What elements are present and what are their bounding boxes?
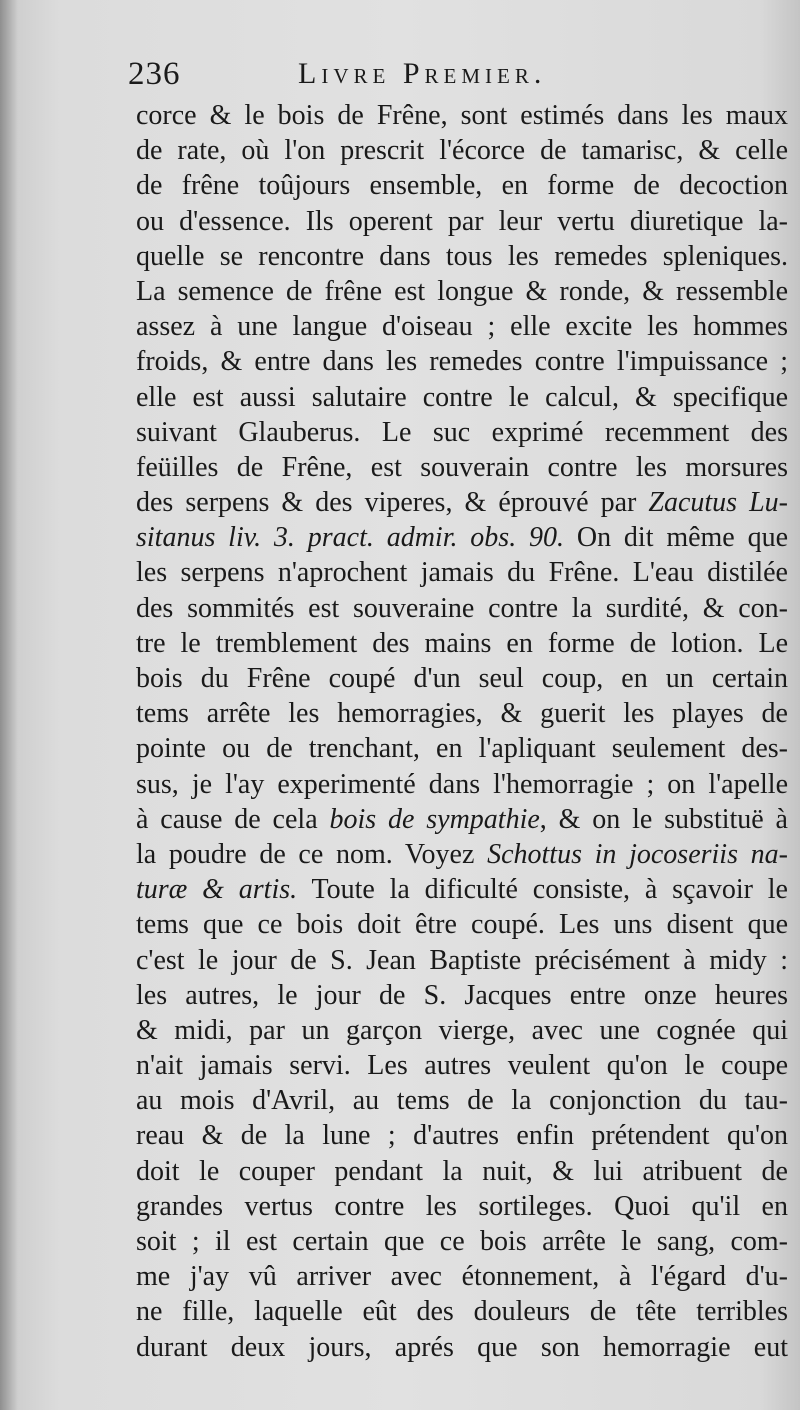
text-line [136, 591, 788, 626]
text-line [136, 626, 788, 661]
text-segment: les serpens n'aprochent jamais du Frêne. L'eau distilée [136, 557, 788, 589]
text-line [136, 168, 788, 203]
text-segment: feüilles de Frêne, est souverain contre les morsures [136, 451, 788, 483]
text-line [136, 133, 788, 168]
text-segment: doit le couper pendant la nuit, & lui atribuent de [136, 1155, 788, 1187]
text-segment: bois du Frêne coupé d'un seul coup, en un certain [136, 663, 788, 694]
body-text [136, 98, 788, 1365]
text-line [136, 1259, 788, 1294]
text-segment: de rate, où l'on prescrit l'écorce de tamarisc, & celle [136, 135, 788, 167]
text-segment: suivant Glauberus. Le suc exprimé recemment des [136, 416, 788, 448]
text-segment: au mois d'Avril, au tems de la conjonction du tau- [136, 1085, 788, 1117]
text-segment: La semence de frêne est longue & ronde, & ressemble [136, 275, 788, 307]
text-line [136, 1013, 788, 1048]
text-line [136, 520, 788, 555]
text-segment: n'ait jamais servi. Les autres veulent qu'on le coupe [136, 1050, 788, 1082]
text-segment: assez à une langue d'oiseau ; elle excite les hommes [136, 311, 788, 343]
italic-text: turæ & artis. [136, 874, 298, 906]
text-segment: ne fille, laquelle eût des douleurs de tête terribles [136, 1296, 788, 1328]
italic-text: Zacutus Lu- [648, 487, 788, 519]
text-line [136, 731, 788, 766]
text-segment: c'est le jour de S. Jean Baptiste précisément à midy : [136, 944, 788, 976]
italic-text: Schottus in jocoseriis na- [487, 838, 788, 870]
text-segment: à cause de cela [136, 803, 330, 835]
text-segment: sus, je l'ay experimenté dans l'hemorragie ; on l'apelle [136, 768, 788, 800]
text-line [136, 1189, 788, 1224]
text-segment: ou d'essence. Ils operent par leur vertu diuretique la- [136, 205, 788, 237]
text-segment: des sommités est souveraine contre la surdité, & con- [136, 592, 788, 624]
text-line [136, 555, 788, 590]
text-segment: la poudre de ce nom. Voyez [136, 838, 488, 870]
text-line [136, 1118, 788, 1153]
text-segment: reau & de la lune ; d'autres enfin prétendent qu'on [136, 1120, 788, 1152]
text-line [136, 802, 788, 837]
text-segment: tems que ce bois doit être coupé. Les uns disent que [136, 909, 788, 941]
page-header [128, 52, 628, 96]
text-line [136, 239, 788, 274]
text-line [136, 661, 788, 696]
page-number: 236 [128, 56, 181, 92]
text-line [136, 767, 788, 802]
text-line [136, 907, 788, 942]
text-line [136, 872, 788, 907]
text-line [136, 485, 788, 520]
text-segment: corce & le bois de Frêne, sont estimés dans les maux [136, 100, 788, 131]
text-line [136, 1224, 788, 1259]
text-line [136, 450, 788, 485]
italic-text: sitanus liv. 3. pract. admir. obs. 90. [136, 522, 565, 554]
text-line [136, 1048, 788, 1083]
text-segment: tems arrête les hemorragies, & guerit les playes de [136, 698, 788, 730]
text-segment: quelle se rencontre dans tous les remedes spleniques. [136, 240, 788, 272]
text-line [136, 380, 788, 415]
text-segment: des serpens & des viperes, & éprouvé par [136, 487, 649, 519]
text-line [136, 344, 788, 379]
text-line [136, 1330, 788, 1365]
text-segment: soit ; il est certain que ce bois arrête le sang, com- [136, 1226, 788, 1257]
text-segment: tre le tremblement des mains en forme de lotion. Le [136, 627, 788, 659]
text-segment: & midi, par un garçon vierge, avec une cognée qui [136, 1014, 788, 1046]
text-segment: de frêne toûjours ensemble, en forme de decoction [136, 170, 788, 202]
text-segment: elle est aussi salutaire contre le calcul, & specifique [136, 381, 788, 413]
text-line [136, 1154, 788, 1189]
text-line [136, 415, 788, 450]
italic-text: bois de sympathie [329, 803, 540, 835]
text-line [136, 274, 788, 309]
text-segment: Toute la dificulté consiste, à sçavoir le [297, 874, 788, 906]
text-segment: , & on le substituë à [539, 803, 788, 835]
text-line [136, 696, 788, 731]
text-segment: durant deux jours, aprés que son hemorragie eut [136, 1331, 788, 1363]
text-line [136, 943, 788, 978]
text-line [136, 1083, 788, 1118]
text-line [136, 98, 788, 133]
text-segment: On dit même que [564, 522, 788, 554]
text-line [136, 1294, 788, 1329]
text-segment: froids, & entre dans les remedes contre l'impuissance ; [136, 346, 788, 378]
text-line [136, 837, 788, 872]
text-segment: grandes vertus contre les sortileges. Quoi qu'il en [136, 1190, 788, 1222]
text-segment: me j'ay vû arriver avec étonnement, à l'égard d'u- [136, 1261, 788, 1293]
text-line [136, 309, 788, 344]
text-segment: les autres, le jour de S. Jacques entre onze heures [136, 979, 788, 1011]
text-segment: pointe ou de trenchant, en l'apliquant seulement des- [136, 733, 788, 765]
running-head: Livre Premier. [298, 57, 547, 90]
text-line [136, 978, 788, 1013]
text-line [136, 204, 788, 239]
